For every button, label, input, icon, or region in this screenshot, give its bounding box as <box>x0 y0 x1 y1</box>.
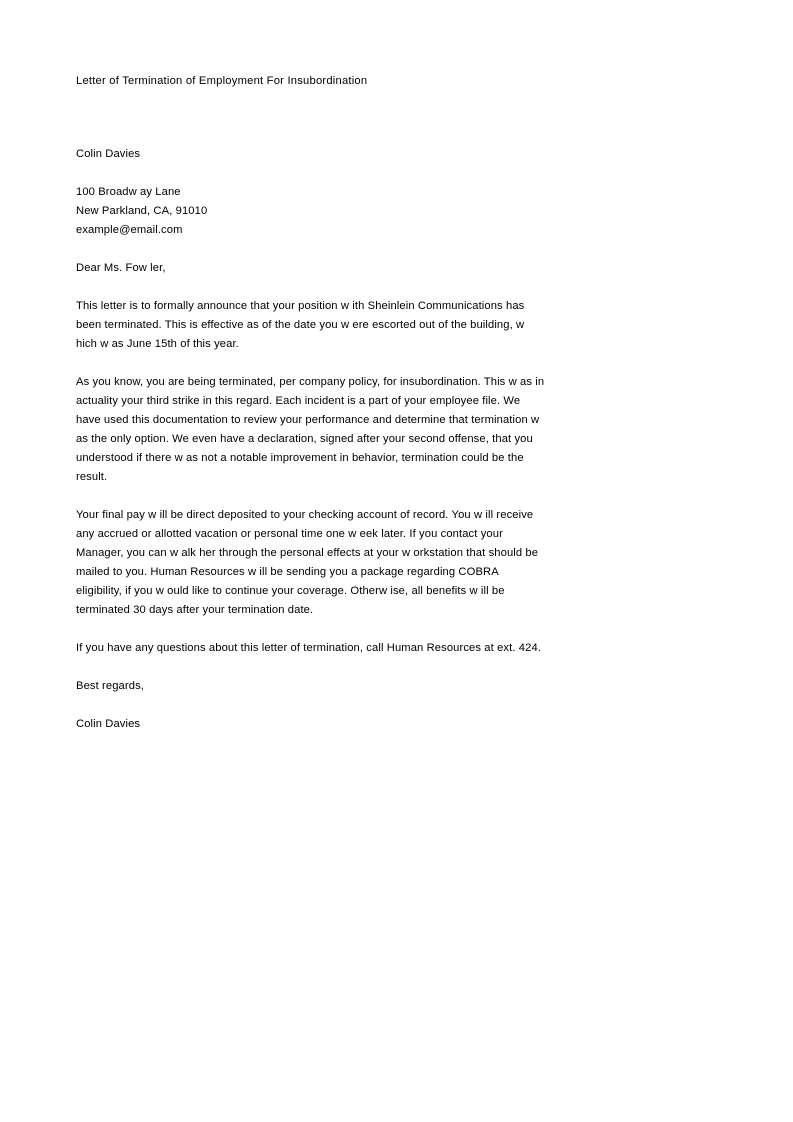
address-spacer <box>76 240 546 259</box>
sender-address-line-1: 100 Broadw ay Lane <box>76 186 181 198</box>
sender-address-line-2: New Parkland, CA, 91010 <box>76 205 208 217</box>
paragraph-gap-1 <box>76 354 546 373</box>
paragraph-gap-4 <box>76 658 546 677</box>
salutation: Dear Ms. Fow ler, <box>76 262 166 274</box>
paragraph-gap-3 <box>76 620 546 639</box>
signature-name: Colin Davies <box>76 718 141 730</box>
letter-body <box>76 72 546 734</box>
closing-spacer <box>76 696 546 715</box>
closing-line: Best regards, <box>76 680 144 692</box>
paragraph-gap-2 <box>76 487 546 506</box>
salutation-spacer <box>76 278 546 297</box>
title-spacer <box>76 91 546 145</box>
sender-email: example@email.com <box>76 224 183 236</box>
sender-address-block <box>76 183 546 240</box>
body-paragraph-4: If you have any questions about this letter of termination, call Human Resources at ext. 424. <box>76 642 542 654</box>
sender-name-spacer <box>76 164 546 183</box>
sender-name: Colin Davies <box>76 148 141 160</box>
body-paragraph-1: This letter is to formally announce that your position w ith Sheinlein Communications has been terminated. This is effective as of the date you w ere escorted out of the building, w hich w as June 15th of this year. <box>76 300 525 350</box>
body-paragraph-3: Your final pay w ill be direct deposited to your checking account of record. You w ill receive any accrued or allotted vacation or personal time one w eek later. If you contact your Manager, you can w alk her through the personal effects at your w orkstation that should be mailed to you. Human Resources w ill be sending you a package regarding COBRA eligibility, if you w ould like to continue your coverage. Otherw ise, all benefits w ill be terminated 30 days after your termination date. <box>76 509 539 616</box>
page-title: Letter of Termination of Employment For Insubordination <box>76 75 368 87</box>
body-paragraph-2: As you know, you are being terminated, per company policy, for insubordination. This w as in actuality your third strike in this regard. Each incident is a part of your employee file. We have used this documentation to review your performance and determine that termination w as the only option. We even have a declaration, signed after your second offense, that you understood if there w as not a notable improvement in behavior, termination could be the result. <box>76 376 545 483</box>
